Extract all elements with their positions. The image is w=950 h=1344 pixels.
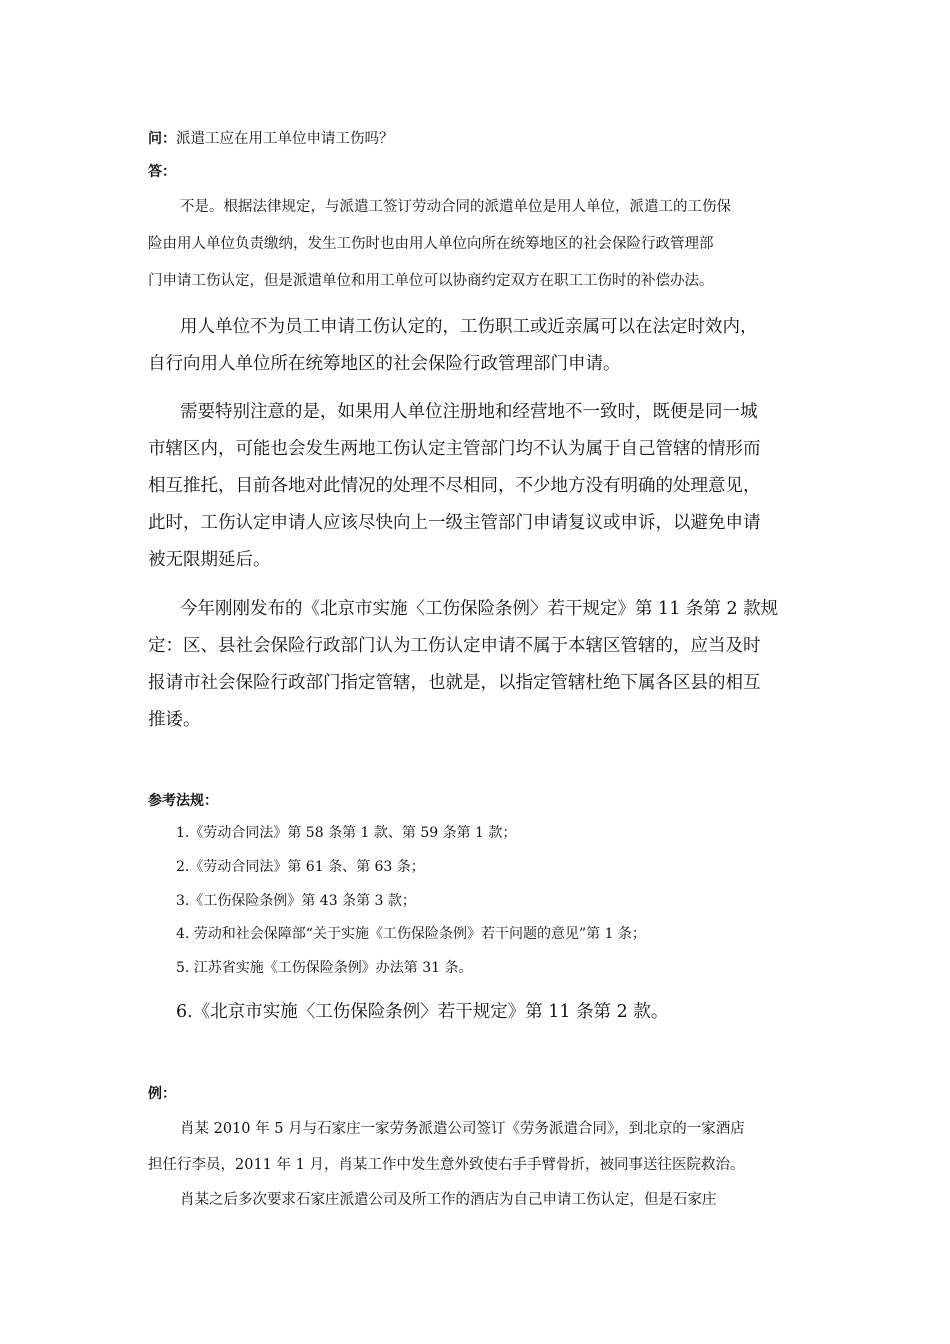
- example-heading: 例：: [148, 1086, 176, 1102]
- answer-label: 答：: [148, 164, 176, 180]
- question-text: 派遣工应在用工单位申请工伤吗？: [176, 131, 394, 147]
- reference-item-6: 6.《北京市实施〈工伤保险条例〉若干规定》第 11 条第 2 款。: [176, 1002, 669, 1022]
- reference-item: 4. 劳动和社会保障部“关于实施《工伤保险条例》若干问题的意见”第 1 条；: [176, 926, 646, 942]
- paragraph-line: 险由用人单位负责缴纳，发生工伤时也由用人单位向所在统筹地区的社会保险行政管理部: [148, 236, 714, 252]
- paragraph-line: 被无限期延后。: [148, 550, 271, 570]
- paragraph-line: 不是。根据法律规定，与派遣工签订劳动合同的派遣单位是用人单位，派遣工的工伤保: [180, 199, 731, 215]
- example-line: 担任行李员，2011 年 1 月，肖某工作中发生意外致使右手手臂骨折，被同事送往医院救治。: [148, 1157, 745, 1173]
- paragraph-line: 门申请工伤认定，但是派遣单位和用工单位可以协商约定双方在职工工伤时的补偿办法。: [148, 273, 714, 289]
- paragraph-line: 定：区、县社会保险行政部门认为工伤认定申请不属于本辖区管辖的，应当及时: [148, 636, 761, 656]
- paragraph-line: 此时，工伤认定申请人应该尽快向上一级主管部门申请复议或申诉，以避免申请: [148, 513, 761, 533]
- paragraph-line: 需要特别注意的是，如果用人单位注册地和经营地不一致时，既便是同一城: [180, 402, 758, 422]
- reference-item: 1.《劳动合同法》第 58 条第 1 款、第 59 条第 1 款；: [176, 825, 517, 841]
- reference-item: 5. 江苏省实施《工伤保险条例》办法第 31 条。: [176, 960, 473, 976]
- question-label: 问：: [148, 131, 176, 147]
- paragraph-line: 用人单位不为员工申请工伤认定的，工伤职工或近亲属可以在法定时效内，: [180, 317, 758, 337]
- paragraph-line: 自行向用人单位所在统筹地区的社会保险行政管理部门申请。: [148, 354, 621, 374]
- paragraph-line: 推诿。: [148, 710, 201, 730]
- example-line: 肖某之后多次要求石家庄派遣公司及所工作的酒店为自己申请工伤认定，但是石家庄: [180, 1192, 717, 1208]
- paragraph-line: 报请市社会保险行政部门指定管辖，也就是，以指定管辖杜绝下属各区县的相互: [148, 673, 761, 693]
- paragraph-line: 今年刚刚发布的《北京市实施〈工伤保险条例〉若干规定》第 11 条第 2 款规: [180, 599, 779, 619]
- references-heading: 参考法规：: [148, 793, 218, 809]
- reference-item: 3.《工伤保险条例》第 43 条第 3 款；: [176, 893, 416, 909]
- question-line: [148, 127, 394, 148]
- reference-item: 2.《劳动合同法》第 61 条、第 63 条；: [176, 859, 425, 875]
- paragraph-line: 相互推托，目前各地对此情况的处理不尽相同，不少地方没有明确的处理意见，: [148, 476, 761, 496]
- example-line: 肖某 2010 年 5 月与石家庄一家劳务派遣公司签订《劳务派遣合同》，到北京的一家酒店: [180, 1121, 745, 1137]
- paragraph-line: 市辖区内，可能也会发生两地工伤认定主管部门均不认为属于自己管辖的情形而: [148, 439, 761, 459]
